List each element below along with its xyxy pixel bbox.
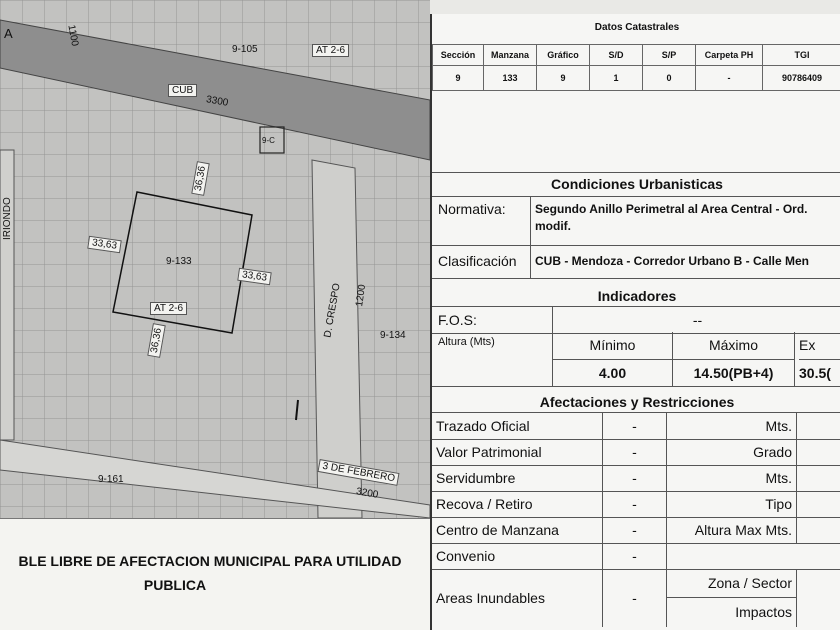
afectacion-row <box>432 465 840 492</box>
catastro-value: 9 <box>537 66 590 91</box>
normativa-value-cont: modif. <box>535 219 571 233</box>
clasificacion-value: CUB - Mendoza - Corredor Urbano B - Calle Men <box>530 244 840 278</box>
afectacion-value: - <box>602 439 666 465</box>
altura-header-max: Máximo <box>673 332 794 360</box>
catastro-value: 0 <box>643 66 696 91</box>
catastro-header: S/P <box>643 45 696 66</box>
block-label-105: 9-105 <box>232 44 258 55</box>
clasificacion-row <box>432 244 840 279</box>
map-drawing <box>0 0 430 518</box>
clasificacion-label: Clasificación <box>438 253 517 269</box>
block-label-133: 9-133 <box>166 256 192 267</box>
afectacion-row <box>432 413 840 440</box>
top-street-number: 1100 <box>65 23 81 48</box>
altura-value-max: 14.50(PB+4) <box>693 365 774 381</box>
dimension-top: 36,36 <box>191 161 210 196</box>
afectacion-label: Trazado Oficial <box>436 418 530 434</box>
altura-label: Altura (Mts) <box>438 336 495 348</box>
catastro-title: Datos Catastrales <box>594 22 680 33</box>
crespo-number: 1200 <box>354 283 369 308</box>
afectacion-value: - <box>602 543 666 569</box>
altura-header-ex: Ex <box>799 332 840 360</box>
catastro-header: Gráfico <box>537 45 590 66</box>
afectacion-label: Convenio <box>436 548 496 564</box>
catastro-table <box>432 44 840 91</box>
catastro-value: 1 <box>590 66 643 91</box>
catastro-header: Manzana <box>484 45 537 66</box>
normativa-value: Segundo Anillo Perimetral al Area Central - Ord. <box>535 202 808 216</box>
dimension-bottom: 36,36 <box>147 323 166 358</box>
top-left-street-label: A <box>4 26 13 41</box>
zone-label-block: AT 2-6 <box>150 302 187 315</box>
afectaciones-title: Afectaciones y Restricciones <box>539 394 735 410</box>
notice-banner <box>0 518 430 630</box>
afectacion-label: Areas Inundables <box>436 590 545 606</box>
cadastral-map <box>0 0 430 518</box>
afectacion-row <box>432 569 840 627</box>
afectacion-unit: Tipo <box>666 491 796 517</box>
urban-data-panel <box>430 14 840 630</box>
fos-label: F.O.S: <box>438 312 477 328</box>
febrero-number: 3200 <box>355 486 380 501</box>
afectacion-row <box>432 491 840 518</box>
catastro-value: 9 <box>433 66 484 91</box>
afectacion-value: - <box>602 569 666 627</box>
normativa-row <box>432 196 840 246</box>
afectacion-row <box>432 543 840 570</box>
afectacion-label: Recova / Retiro <box>436 496 533 512</box>
dimension-right: 33,63 <box>237 268 272 285</box>
afectaciones-table <box>432 412 840 620</box>
street-label-left: IRIONDO <box>2 197 13 240</box>
afectacion-row <box>432 439 840 466</box>
altura-value-ex: 30.5( <box>799 365 831 381</box>
afectacion-unit-2: Impactos <box>735 604 792 620</box>
notice-line-1: BLE LIBRE DE AFECTACION MUNICIPAL PARA UTILIDAD <box>18 553 402 569</box>
afectacion-row <box>432 517 840 544</box>
afectacion-unit: Altura Max Mts. <box>666 517 796 543</box>
afectacion-value: - <box>602 491 666 517</box>
afectacion-unit: Mts. <box>666 465 796 491</box>
altura-value-min: 4.00 <box>598 365 627 381</box>
street-label-crespo: D. CRESPO <box>322 282 343 339</box>
condiciones-title: Condiciones Urbanisticas <box>551 176 723 192</box>
catastro-header: Sección <box>433 45 484 66</box>
catastro-header: S/D <box>590 45 643 66</box>
block-label-161: 9-161 <box>98 474 124 485</box>
catastro-header: TGI <box>763 45 840 66</box>
street-label-febrero: 3 DE FEBRERO <box>317 459 399 486</box>
afectacion-unit: Mts. <box>666 413 796 439</box>
afectacion-unit: Grado <box>666 439 796 465</box>
notice-line-2: PUBLICA <box>143 577 207 593</box>
street-label-cub: CUB <box>168 84 197 97</box>
fos-value: -- <box>552 307 840 333</box>
catastro-value: 90786409 <box>763 66 840 91</box>
afectacion-unit: Zona / Sector <box>667 569 796 598</box>
afectacion-label: Valor Patrimonial <box>436 444 542 460</box>
afectacion-value: - <box>602 517 666 543</box>
catastro-value: 133 <box>484 66 537 91</box>
block-label-134: 9-134 <box>380 330 406 341</box>
afectacion-value: - <box>602 465 666 491</box>
afectacion-value: - <box>602 413 666 439</box>
fos-row <box>432 306 840 334</box>
afectacion-unit <box>666 543 840 569</box>
catastro-header: Carpeta PH <box>696 45 763 66</box>
altura-row <box>432 332 840 387</box>
block-label-9c: 9-C <box>262 136 275 145</box>
afectacion-label: Servidumbre <box>436 470 516 486</box>
dimension-left: 33,63 <box>87 236 122 253</box>
zone-label-top: AT 2-6 <box>312 44 349 57</box>
cub-number: 3300 <box>205 94 230 109</box>
altura-header-min: Mínimo <box>553 332 672 360</box>
afectacion-label: Centro de Manzana <box>436 522 559 538</box>
normativa-label: Normativa: <box>438 201 506 217</box>
indicadores-title: Indicadores <box>597 288 677 304</box>
catastro-value: - <box>696 66 763 91</box>
